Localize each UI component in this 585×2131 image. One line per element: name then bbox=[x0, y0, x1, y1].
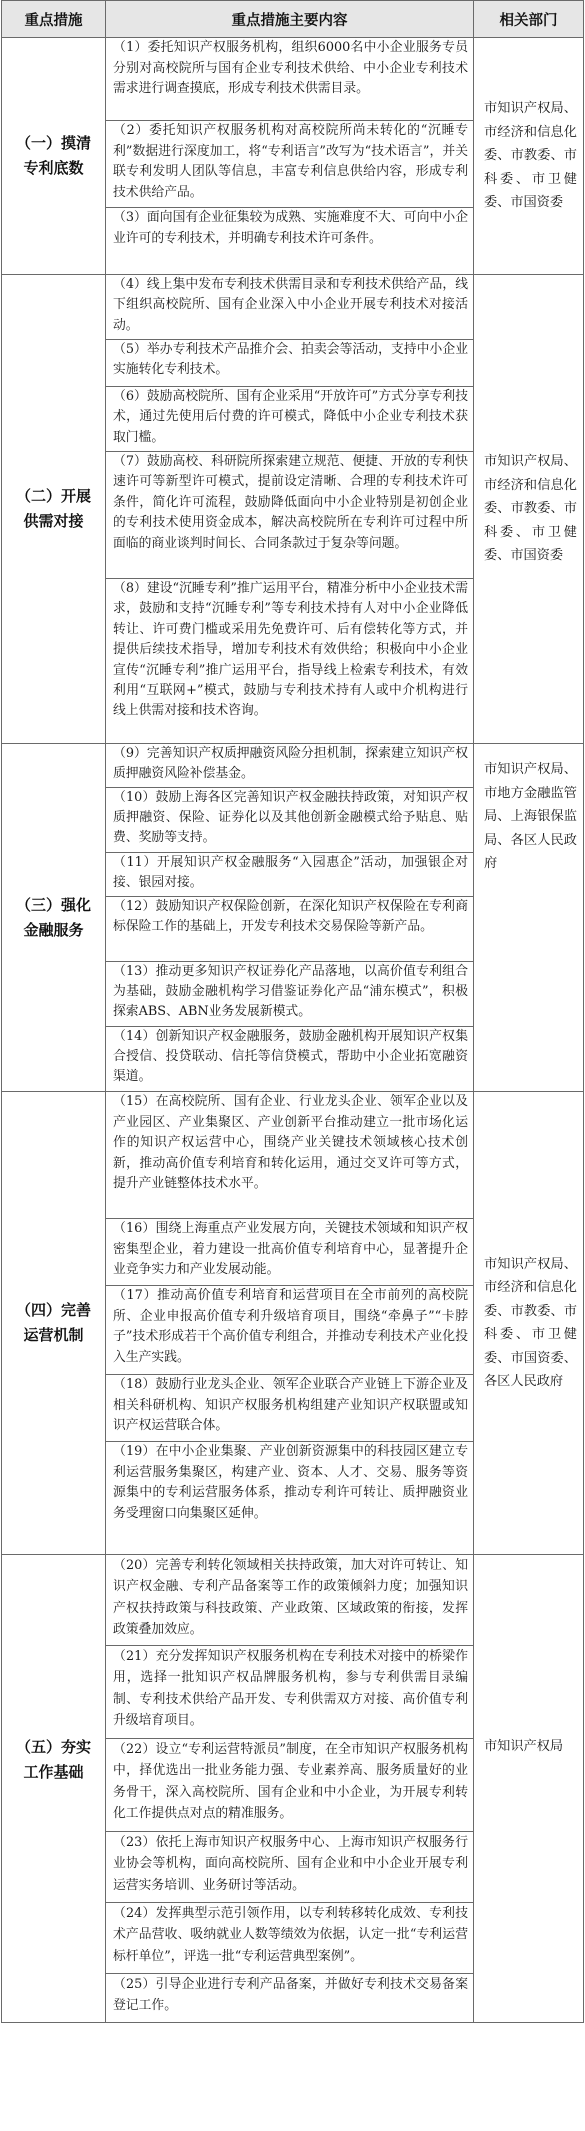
measure-cell: （15）在高校院所、国有企业、行业龙头企业、领军企业以及产业园区、产业集聚区、产业创新平台推动建立一批市场化运作的知识产权运营中心，围绕产业关键技术领域核心技术创新，推动高价值专利培育和转化运用，通过交叉许可等方式，提升产业链整体技术水平。 bbox=[106, 1092, 474, 1219]
measure-cell: （10）鼓励上海各区完善知识产权金融扶持政策，对知识产权质押融资、保险、证券化以及其他创新金融模式给予贴息、贴费、奖励等支持。 bbox=[106, 788, 474, 853]
measure-cell: （1）委托知识产权服务机构，组织6000名中小企业服务专员分别对高校院所与国有企业专利技术供给、中小企业专利技术需求进行调查摸底，形成专利技术供需目录。 bbox=[106, 38, 474, 121]
measure-cell: （14）创新知识产权金融服务，鼓励金融机构开展知识产权集合授信、投贷联动、信托等信贷模式，帮助中小企业拓宽融资渠道。 bbox=[106, 1027, 474, 1092]
measure-cell: （13）推动更多知识产权证券化产品落地，以高价值专利组合为基础，鼓励金融机构学习借鉴证券化产品“浦东模式”，积极探索ABS、ABN业务发展新模式。 bbox=[106, 962, 474, 1027]
measure-cell: （19）在中小企业集聚、产业创新资源集中的科技园区建立专利运营服务集聚区，构建产业、资本、人才、交易、服务等资源集中的专利运营服务体系，推动专利许可转让、质押融资业务受理窗口向集聚区延伸。 bbox=[106, 1442, 474, 1555]
department-cell: 市知识产权局、市经济和信息化委、市教委、市科委、市卫健委、市国资委 bbox=[474, 38, 584, 275]
department-cell: 市知识产权局、市经济和信息化委、市教委、市科委、市卫健委、市国资委 bbox=[474, 275, 584, 744]
header-departments: 相关部门 bbox=[474, 1, 584, 38]
category-cell: （一）摸清 专利底数 bbox=[2, 38, 106, 275]
measure-cell: （23）依托上海市知识产权服务中心、上海市知识产权服务行业协会等机构，面向高校院所、国有企业和中小企业开展专利运营实务培训、业务研讨等活动。 bbox=[106, 1832, 474, 1903]
measures-table bbox=[1, 0, 584, 2023]
measure-cell: （12）鼓励知识产权保险创新，在深化知识产权保险在专利商标保险工作的基础上，开发专利技术交易保险等新产品。 bbox=[106, 897, 474, 962]
measure-cell: （3）面向国有企业征集较为成熟、实施难度不大、可向中小企业许可的专利技术，并明确专利技术许可条件。 bbox=[106, 208, 474, 275]
measure-cell: （18）鼓励行业龙头企业、领军企业联合产业链上下游企业及相关科研机构、知识产权服务机构组建产业知识产权联盟或知识产权运营联合体。 bbox=[106, 1375, 474, 1442]
measure-cell: （8）建设“沉睡专利”推广运用平台，精准分析中小企业技术需求，鼓励和支持“沉睡专利”等专利技术持有人对中小企业降低转让、许可费门槛或采用先免费许可、后有偿转化等方式，并提供后续技术指导，增加专利技术有效供给；积极向中小企业宣传“沉睡专利”推广运用平台，指导线上检索专利技术，有效利用“互联网+”模式，鼓励与专利技术持有人或中介机构进行线上供需对接和技术咨询。 bbox=[106, 579, 474, 744]
header-measure-content: 重点措施主要内容 bbox=[106, 1, 474, 38]
measure-cell: （24）发挥典型示范引领作用，以专利转移转化成效、专利技术产品营收、吸纳就业人数等绩效为依据，认定一批“专利运营标杆单位”，评选一批“专利运营典型案例”。 bbox=[106, 1903, 474, 1974]
department-cell: 市知识产权局、市地方金融监管局、上海银保监局、各区人民政府 bbox=[474, 744, 584, 1092]
category-cell: （三）强化 金融服务 bbox=[2, 744, 106, 1092]
measure-cell: （20）完善专利转化领域相关扶持政策，加大对许可转让、知识产权金融、专利产品备案等工作的政策倾斜力度；加强知识产权扶持政策与科技政策、产业政策、区域政策的衔接，发挥政策叠加效应。 bbox=[106, 1555, 474, 1646]
measure-cell: （21）充分发挥知识产权服务机构在专利技术对接中的桥梁作用，选择一批知识产权品牌服务机构，参与专利供需目录编制、专利技术供给产品开发、专利供需双方对接、高价值专利升级培育项目。 bbox=[106, 1646, 474, 1739]
measure-cell: （17）推动高价值专利培育和运营项目在全市前列的高校院所、企业申报高价值专利升级培育项目，围绕“牵鼻子”“卡脖子”技术形成若干个高价值专利组合，并推动专利技术产业化投入生产实践。 bbox=[106, 1286, 474, 1375]
measure-cell: （11）开展知识产权金融服务“入园惠企”活动，加强银企对接、银园对接。 bbox=[106, 853, 474, 897]
measure-cell: （4）线上集中发布专利技术供需目录和专利技术供给产品，线下组织高校院所、国有企业深入中小企业开展专利技术对接活动。 bbox=[106, 275, 474, 340]
department-cell: 市知识产权局、市经济和信息化委、市教委、市科委、市卫健委、市国资委、各区人民政府 bbox=[474, 1092, 584, 1555]
header-row bbox=[2, 1, 584, 38]
table-row bbox=[2, 38, 584, 121]
measure-cell: （16）围绕上海重点产业发展方向，关键技术领域和知识产权密集型企业，着力建设一批高价值专利培育中心，显著提升企业竞争实力和产业发展动能。 bbox=[106, 1219, 474, 1286]
measure-cell: （9）完善知识产权质押融资风险分担机制，探索建立知识产权质押融资风险补偿基金。 bbox=[106, 744, 474, 788]
category-cell: （二）开展 供需对接 bbox=[2, 275, 106, 744]
table-row bbox=[2, 744, 584, 788]
header-key-measures: 重点措施 bbox=[2, 1, 106, 38]
measure-cell: （5）举办专利技术产品推介会、拍卖会等活动，支持中小企业实施转化专利技术。 bbox=[106, 340, 474, 387]
table-row bbox=[2, 1555, 584, 1646]
measure-cell: （22）设立“专利运营特派员”制度，在全市知识产权服务机构中，择优选出一批业务能力强、专业素养高、服务质量好的业务骨干，深入高校院所、国有企业和中小企业，为开展专利转化工作提供点对点的精准服务。 bbox=[106, 1739, 474, 1832]
table-row bbox=[2, 1092, 584, 1219]
measure-cell: （25）引导企业进行专利产品备案，并做好专利技术交易备案登记工作。 bbox=[106, 1974, 474, 2023]
table-row bbox=[2, 275, 584, 340]
measure-cell: （2）委托知识产权服务机构对高校院所尚未转化的“沉睡专利”数据进行深度加工，将“专利语言”改写为“技术语言”，并关联专利发明人团队等信息，丰富专利信息供给内容，形成专利技术供给产品。 bbox=[106, 121, 474, 208]
measure-cell: （6）鼓励高校院所、国有企业采用“开放许可”方式分享专利技术，通过先使用后付费的许可模式，降低中小企业专利技术获取门槛。 bbox=[106, 387, 474, 452]
measure-cell: （7）鼓励高校、科研院所探索建立规范、便捷、开放的专利快速许可等新型许可模式，提前设定清晰、合理的专利技术许可条件，简化许可流程，鼓励降低面向中小企业特别是初创企业的专利技术使用资金成本，解决高校院所在专利许可过程中所面临的商业谈判时间长、合同条款过于复杂等问题。 bbox=[106, 452, 474, 579]
category-cell: （四）完善 运营机制 bbox=[2, 1092, 106, 1555]
category-cell: （五）夯实 工作基础 bbox=[2, 1555, 106, 2023]
department-cell: 市知识产权局 bbox=[474, 1555, 584, 2023]
